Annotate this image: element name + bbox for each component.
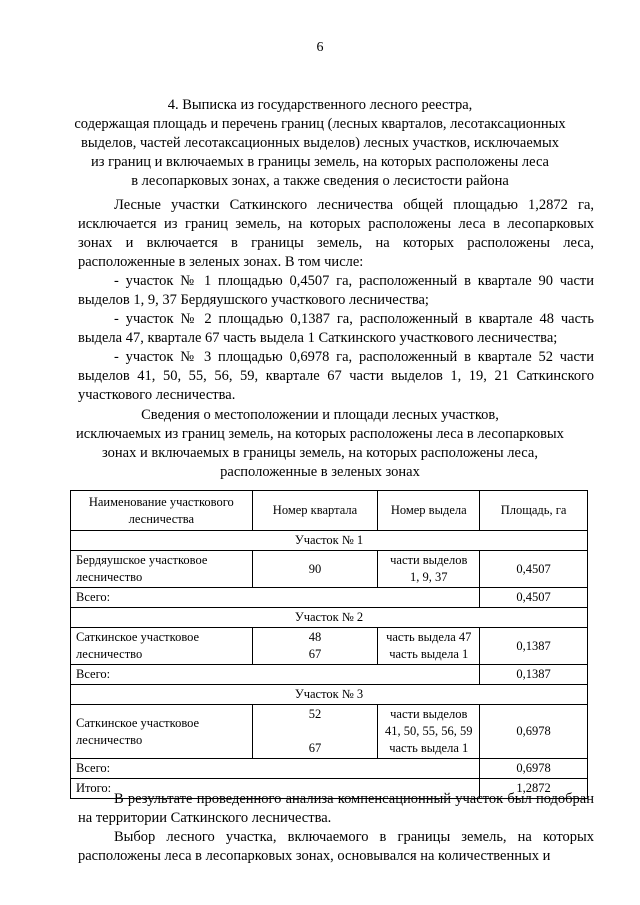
table-row: [71, 628, 588, 665]
total-value: 0,6978: [480, 759, 588, 779]
quarter-line: 67: [308, 741, 322, 755]
intro-text: [78, 196, 594, 405]
section-line: части выделов: [390, 553, 468, 567]
grand-total-value: 1,2872: [480, 779, 588, 799]
area-cell: 0,4507: [480, 551, 588, 588]
table-heading-line: расположенные в зеленых зонах: [220, 464, 420, 480]
section-cell: [378, 705, 480, 759]
quarter-line: 48: [308, 630, 322, 644]
total-label: Всего:: [71, 588, 480, 608]
area-cell: 0,1387: [480, 628, 588, 665]
header-forestry: Наименование участкового лесничества: [71, 491, 253, 531]
header-section: Номер выдела: [378, 491, 480, 531]
section-line: 1, 9, 37: [410, 570, 448, 584]
table-heading: [50, 406, 590, 482]
quarter-line: 52: [308, 707, 322, 721]
conclusion-paragraph: Выбор лесного участка, включаемого в границы земель, на которых расположены леса в лесопарковых зонах, основывался на количественных и: [78, 829, 594, 864]
plot-title: Участок № 1: [71, 531, 588, 551]
section-heading: [50, 96, 590, 191]
plot-description: - участок № 1 площадью 0,4507 га, расположенный в квартале 90 части выделов 1, 9, 37 Бердяушского участкового лесничества;: [78, 273, 594, 308]
quarter-cell: [252, 628, 378, 665]
plot-title: Участок № 2: [71, 608, 588, 628]
header-quarter: Номер квартала: [252, 491, 378, 531]
table-row: [71, 705, 588, 759]
section-heading-line: 4. Выписка из государственного лесного реестра,: [167, 97, 473, 113]
quarter-cell: 90: [252, 551, 378, 588]
conclusion-text: [78, 790, 594, 866]
plots-table: [70, 490, 588, 799]
plot-description: - участок № 3 площадью 0,6978 га, расположенный в квартале 52 части выделов 41, 50, 55, 56, 59, квартале 67 части выделов 1, 19, 21 Саткинского участкового лесничества.: [78, 349, 594, 403]
forestry-cell: Саткинское участковое лесничество: [71, 705, 253, 759]
section-cell: [378, 551, 480, 588]
table-heading-line: исключаемых из границ земель, на которых расположены леса в лесопарковых: [76, 426, 564, 442]
forestry-cell: Саткинское участковое лесничество: [71, 628, 253, 665]
conclusion-paragraph: В результате проведенного анализа компенсационный участок был подобран на территории Саткинского лесничества.: [78, 791, 594, 826]
header-area: Площадь, га: [480, 491, 588, 531]
total-row: [71, 759, 588, 779]
section-heading-line: из границ и включаемых в границы земель, на которых расположены леса: [90, 154, 549, 170]
plot-title-row: [71, 531, 588, 551]
section-line: части выделов: [390, 707, 468, 721]
section-heading-line: в лесопарковых зонах, а также сведения о лесистости района: [131, 173, 509, 189]
plot-description: - участок № 2 площадью 0,1387 га, расположенный в квартале 48 часть выдела 47, квартале 67 часть выдела 1 Саткинского участкового лесничества;: [78, 311, 594, 346]
plot-title-row: [71, 685, 588, 705]
table-heading-line: Сведения о местоположении и площади лесных участков,: [141, 407, 499, 423]
section-line: часть выдела 1: [389, 741, 469, 755]
total-row: [71, 588, 588, 608]
total-label: Всего:: [71, 665, 480, 685]
table-heading-line: зонах и включаемых в границы земель, на которых расположены леса,: [102, 445, 538, 461]
section-heading-line: содержащая площадь и перечень границ (лесных кварталов, лесотаксационных: [74, 116, 566, 132]
area-cell: 0,6978: [480, 705, 588, 759]
section-line: часть выдела 1: [389, 647, 469, 661]
quarter-line: [258, 723, 373, 740]
plot-title-row: [71, 608, 588, 628]
plot-title: Участок № 3: [71, 685, 588, 705]
page-number: 6: [316, 40, 324, 55]
total-label: Всего:: [71, 759, 480, 779]
table-header-row: [71, 491, 588, 531]
table-row: [71, 551, 588, 588]
total-row: [71, 665, 588, 685]
total-value: 0,4507: [480, 588, 588, 608]
quarter-line: 67: [308, 647, 322, 661]
section-cell: [378, 628, 480, 665]
total-value: 0,1387: [480, 665, 588, 685]
section-line: часть выдела 47: [386, 630, 472, 644]
grand-total-label: Итого:: [71, 779, 480, 799]
section-line: 41, 50, 55, 56, 59: [385, 724, 473, 738]
intro-paragraph: Лесные участки Саткинского лесничества общей площадью 1,2872 га, исключается из границ земель, на которых расположены леса в лесопарковых зонах и включается в границы земель, на которых расположены леса, расположенные в зеленых зонах. В том числе:: [78, 197, 594, 270]
forestry-cell: Бердяушское участковое лесничество: [71, 551, 253, 588]
quarter-cell: [252, 705, 378, 759]
section-heading-line: выделов, частей лесотаксационных выделов) лесных участков, исключаемых: [81, 135, 559, 151]
